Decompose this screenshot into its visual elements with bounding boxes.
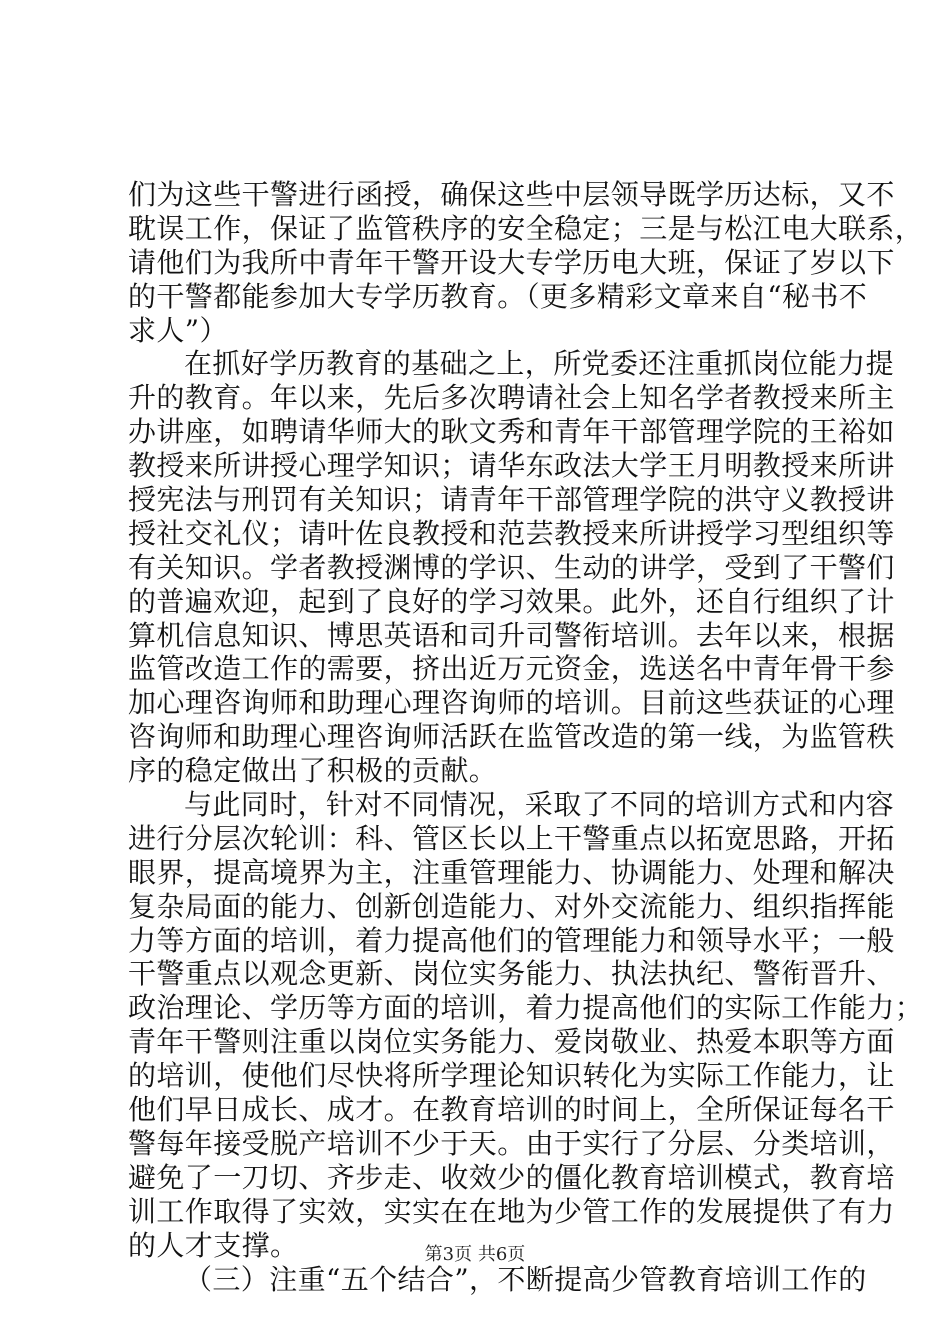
text-line: 的普遍欢迎，起到了良好的学习效果。此外，还自行组织了计 <box>128 584 895 618</box>
text-line: 警每年接受脱产培训不少于天。由于实行了分层、分类培训， <box>128 1126 895 1160</box>
text-line: 复杂局面的能力、创新创造能力、对外交流能力、组织指挥能 <box>128 889 895 923</box>
page-footer: 第3页 共6页 <box>424 1244 526 1265</box>
text-line: 与此同时，针对不同情况，采取了不同的培训方式和内容 <box>184 788 895 822</box>
text-line: 干警重点以观念更新、岗位实务能力、执法执纪、警衔晋升、 <box>128 957 895 991</box>
text-line: 他们早日成长、成才。在教育培训的时间上，全所保证每名干 <box>128 1093 895 1127</box>
text-line: 在抓好学历教育的基础之上，所党委还注重抓岗位能力提 <box>184 347 895 381</box>
text-line: 们为这些干警进行函授，确保这些中层领导既学历达标，又不 <box>128 178 895 211</box>
text-line: 的培训，使他们尽快将所学理论知识转化为实际工作能力，让 <box>128 1059 895 1093</box>
text-line: 加心理咨询师和助理心理咨询师的培训。目前这些获证的心理 <box>128 686 895 720</box>
text-line: 监管改造工作的需要，挤出近万元资金，选送名中青年骨干参 <box>128 652 895 686</box>
text-line: 序的稳定做出了积极的贡献。 <box>128 754 498 788</box>
text-line: 求人”） <box>128 313 228 347</box>
text-line: 升的教育。年以来，先后多次聘请社会上知名学者教授来所主 <box>128 381 895 415</box>
text-line: 的人才支撑。 <box>128 1228 299 1262</box>
text-line: 办讲座，如聘请华师大的耿文秀和青年干部管理学院的王裕如 <box>128 415 895 449</box>
text-line: 咨询师和助理心理咨询师活跃在监管改造的第一线，为监管秩 <box>128 720 895 754</box>
text-line: 政治理论、学历等方面的培训，着力提高他们的实际工作能力； <box>128 991 924 1025</box>
text-line: 有关知识。学者教授渊博的学识、生动的讲学，受到了干警们 <box>128 550 895 584</box>
text-line: 的干警都能参加大专学历教育。（更多精彩文章来自“秘书不 <box>128 279 868 313</box>
text-line: 教授来所讲授心理学知识；请华东政法大学王月明教授来所讲 <box>128 449 895 483</box>
text-line: 力等方面的培训，着力提高他们的管理能力和领导水平；一般 <box>128 923 895 957</box>
text-line: 授宪法与刑罚有关知识；请青年干部管理学院的洪守义教授讲 <box>128 483 895 517</box>
text-line: 避免了一刀切、齐步走、收效少的僵化教育培训模式，教育培 <box>128 1160 895 1194</box>
body-text <box>128 178 924 1296</box>
text-line: 请他们为我所中青年干警开设大专学历电大班，保证了岁以下 <box>128 245 895 279</box>
text-line: 眼界，提高境界为主，注重管理能力、协调能力、处理和解决 <box>128 855 895 889</box>
text-line: （三）注重“五个结合”，不断提高少管教育培训工作的 <box>184 1262 867 1296</box>
text-line: 训工作取得了实效，实实在在地为少管工作的发展提供了有力 <box>128 1194 895 1228</box>
text-line: 进行分层次轮训：科、管区长以上干警重点以拓宽思路，开拓 <box>128 821 895 855</box>
text-line: 授社交礼仪；请叶佐良教授和范芸教授来所讲授学习型组织等 <box>128 516 895 550</box>
text-line: 青年干警则注重以岗位实务能力、爱岗敬业、热爱本职等方面 <box>128 1025 895 1059</box>
text-line: 算机信息知识、博思英语和司升司警衔培训。去年以来，根据 <box>128 618 895 652</box>
text-line: 耽误工作，保证了监管秩序的安全稳定；三是与松江电大联系， <box>128 211 924 245</box>
